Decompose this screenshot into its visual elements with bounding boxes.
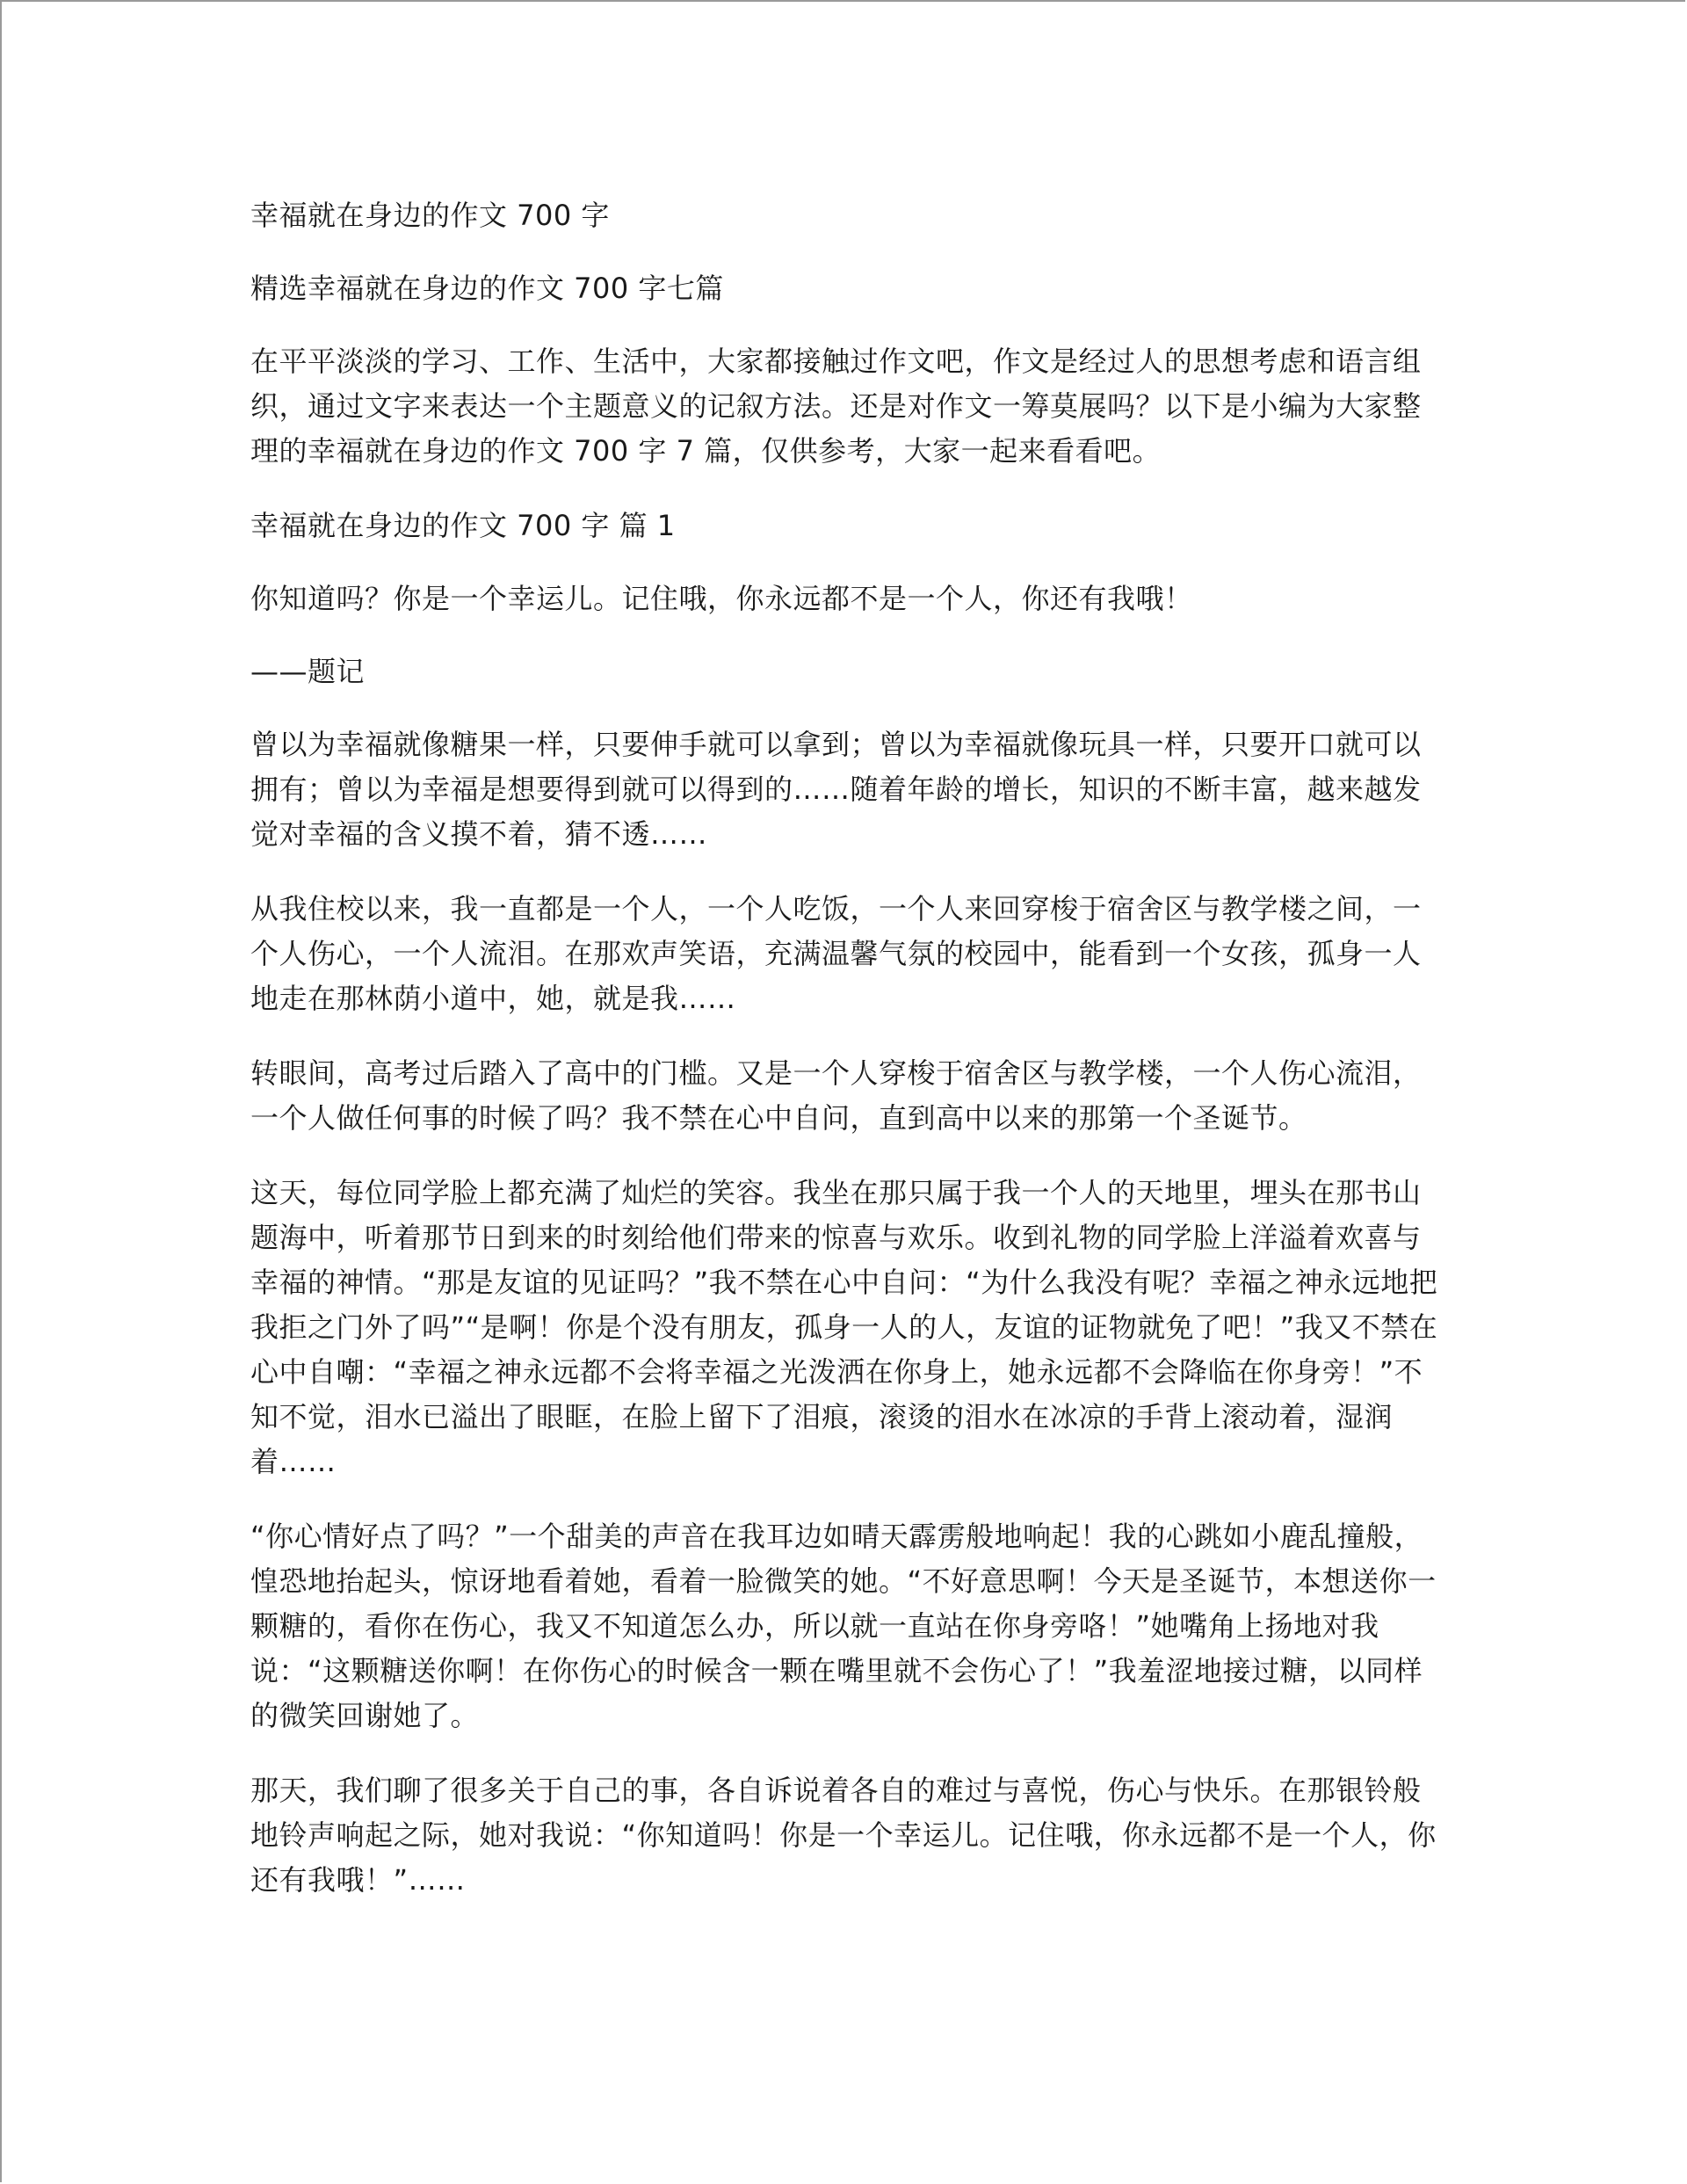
document-subtitle: 精选幸福就在身边的作文 700 字七篇 [250,272,724,305]
epigraph-attribution: ——题记 [250,655,366,688]
body-paragraph: 曾以为幸福就像糖果一样，只要伸手就可以拿到；曾以为幸福就像玩具一样，只要开口就可以拥有；曾以为幸福是想要得到就可以得到的……随着年龄的增长，知识的不断丰富，越来越发觉对幸福的含义摸不着，猜不透…… [250,728,1422,851]
intro-paragraph: 在平平淡淡的学习、工作、生活中，大家都接触过作文吧，作文是经过人的思想考虑和语言组织，通过文字来表达一个主题意义的记叙方法。还是对作文一筹莫展吗？以下是小编为大家整理的幸福就在身边的作文 700 字 7 篇，仅供参考，大家一起来看看吧。 [250,345,1422,468]
body-paragraph: 转眼间，高考过后踏入了高中的门槛。又是一个人穿梭于宿舍区与教学楼，一个人伤心流泪，一个人做任何事的时候了吗？我不禁在心中自问，直到高中以来的那第一个圣诞节。 [250,1056,1422,1135]
document-body [250,193,1442,1933]
epigraph: 你知道吗？你是一个幸运儿。记住哦，你永远都不是一个人，你还有我哦！ [250,582,1193,615]
body-paragraph: 这天，每位同学脸上都充满了灿烂的笑容。我坐在那只属于我一个人的天地里，埋头在那书山题海中，听着那节日到来的时刻给他们带来的惊喜与欢乐。收到礼物的同学脸上洋溢着欢喜与幸福的神情。“那是友谊的见证吗？”我不禁在心中自问：“为什么我没有呢？幸福之神永远地把我拒之门外了吗”“是啊！你是个没有朋友，孤身一人的人，友谊的证物就免了吧！”我又不禁在心中自嘲：“幸福之神永远都不会将幸福之光泼洒在你身上，她永远都不会降临在你身旁！”不知不觉，泪水已溢出了眼眶，在脸上留下了泪痕，滚烫的泪水在冰凉的手背上滚动着，湿润着…… [250,1176,1438,1478]
section-title: 幸福就在身边的作文 700 字 篇 1 [250,509,676,542]
body-paragraph: “你心情好点了吗？”一个甜美的声音在我耳边如晴天霹雳般地响起！我的心跳如小鹿乱撞般，惶恐地抬起头，惊讶地看着她，看着一脸微笑的她。“不好意思啊！今天是圣诞节，本想送你一颗糖的，看你在伤心，我又不知道怎么办，所以就一直站在你身旁咯！”她嘴角上扬地对我说：“这颗糖送你啊！在你伤心的时候含一颗在嘴里就不会伤心了！”我羞涩地接过糖，以同样的微笑回谢她了。 [250,1520,1437,1732]
body-paragraph: 从我住校以来，我一直都是一个人，一个人吃饭，一个人来回穿梭于宿舍区与教学楼之间，一个人伤心，一个人流泪。在那欢声笑语，充满温馨气氛的校园中，能看到一个女孩，孤身一人地走在那林荫小道中，她，就是我…… [250,892,1422,1015]
body-paragraph: 那天，我们聊了很多关于自己的事，各自诉说着各自的难过与喜悦，伤心与快乐。在那银铃般地铃声响起之际，她对我说：“你知道吗！你是一个幸运儿。记住哦，你永远都不是一个人，你还有我哦！”…… [250,1774,1437,1897]
document-title: 幸福就在身边的作文 700 字 [250,199,610,232]
